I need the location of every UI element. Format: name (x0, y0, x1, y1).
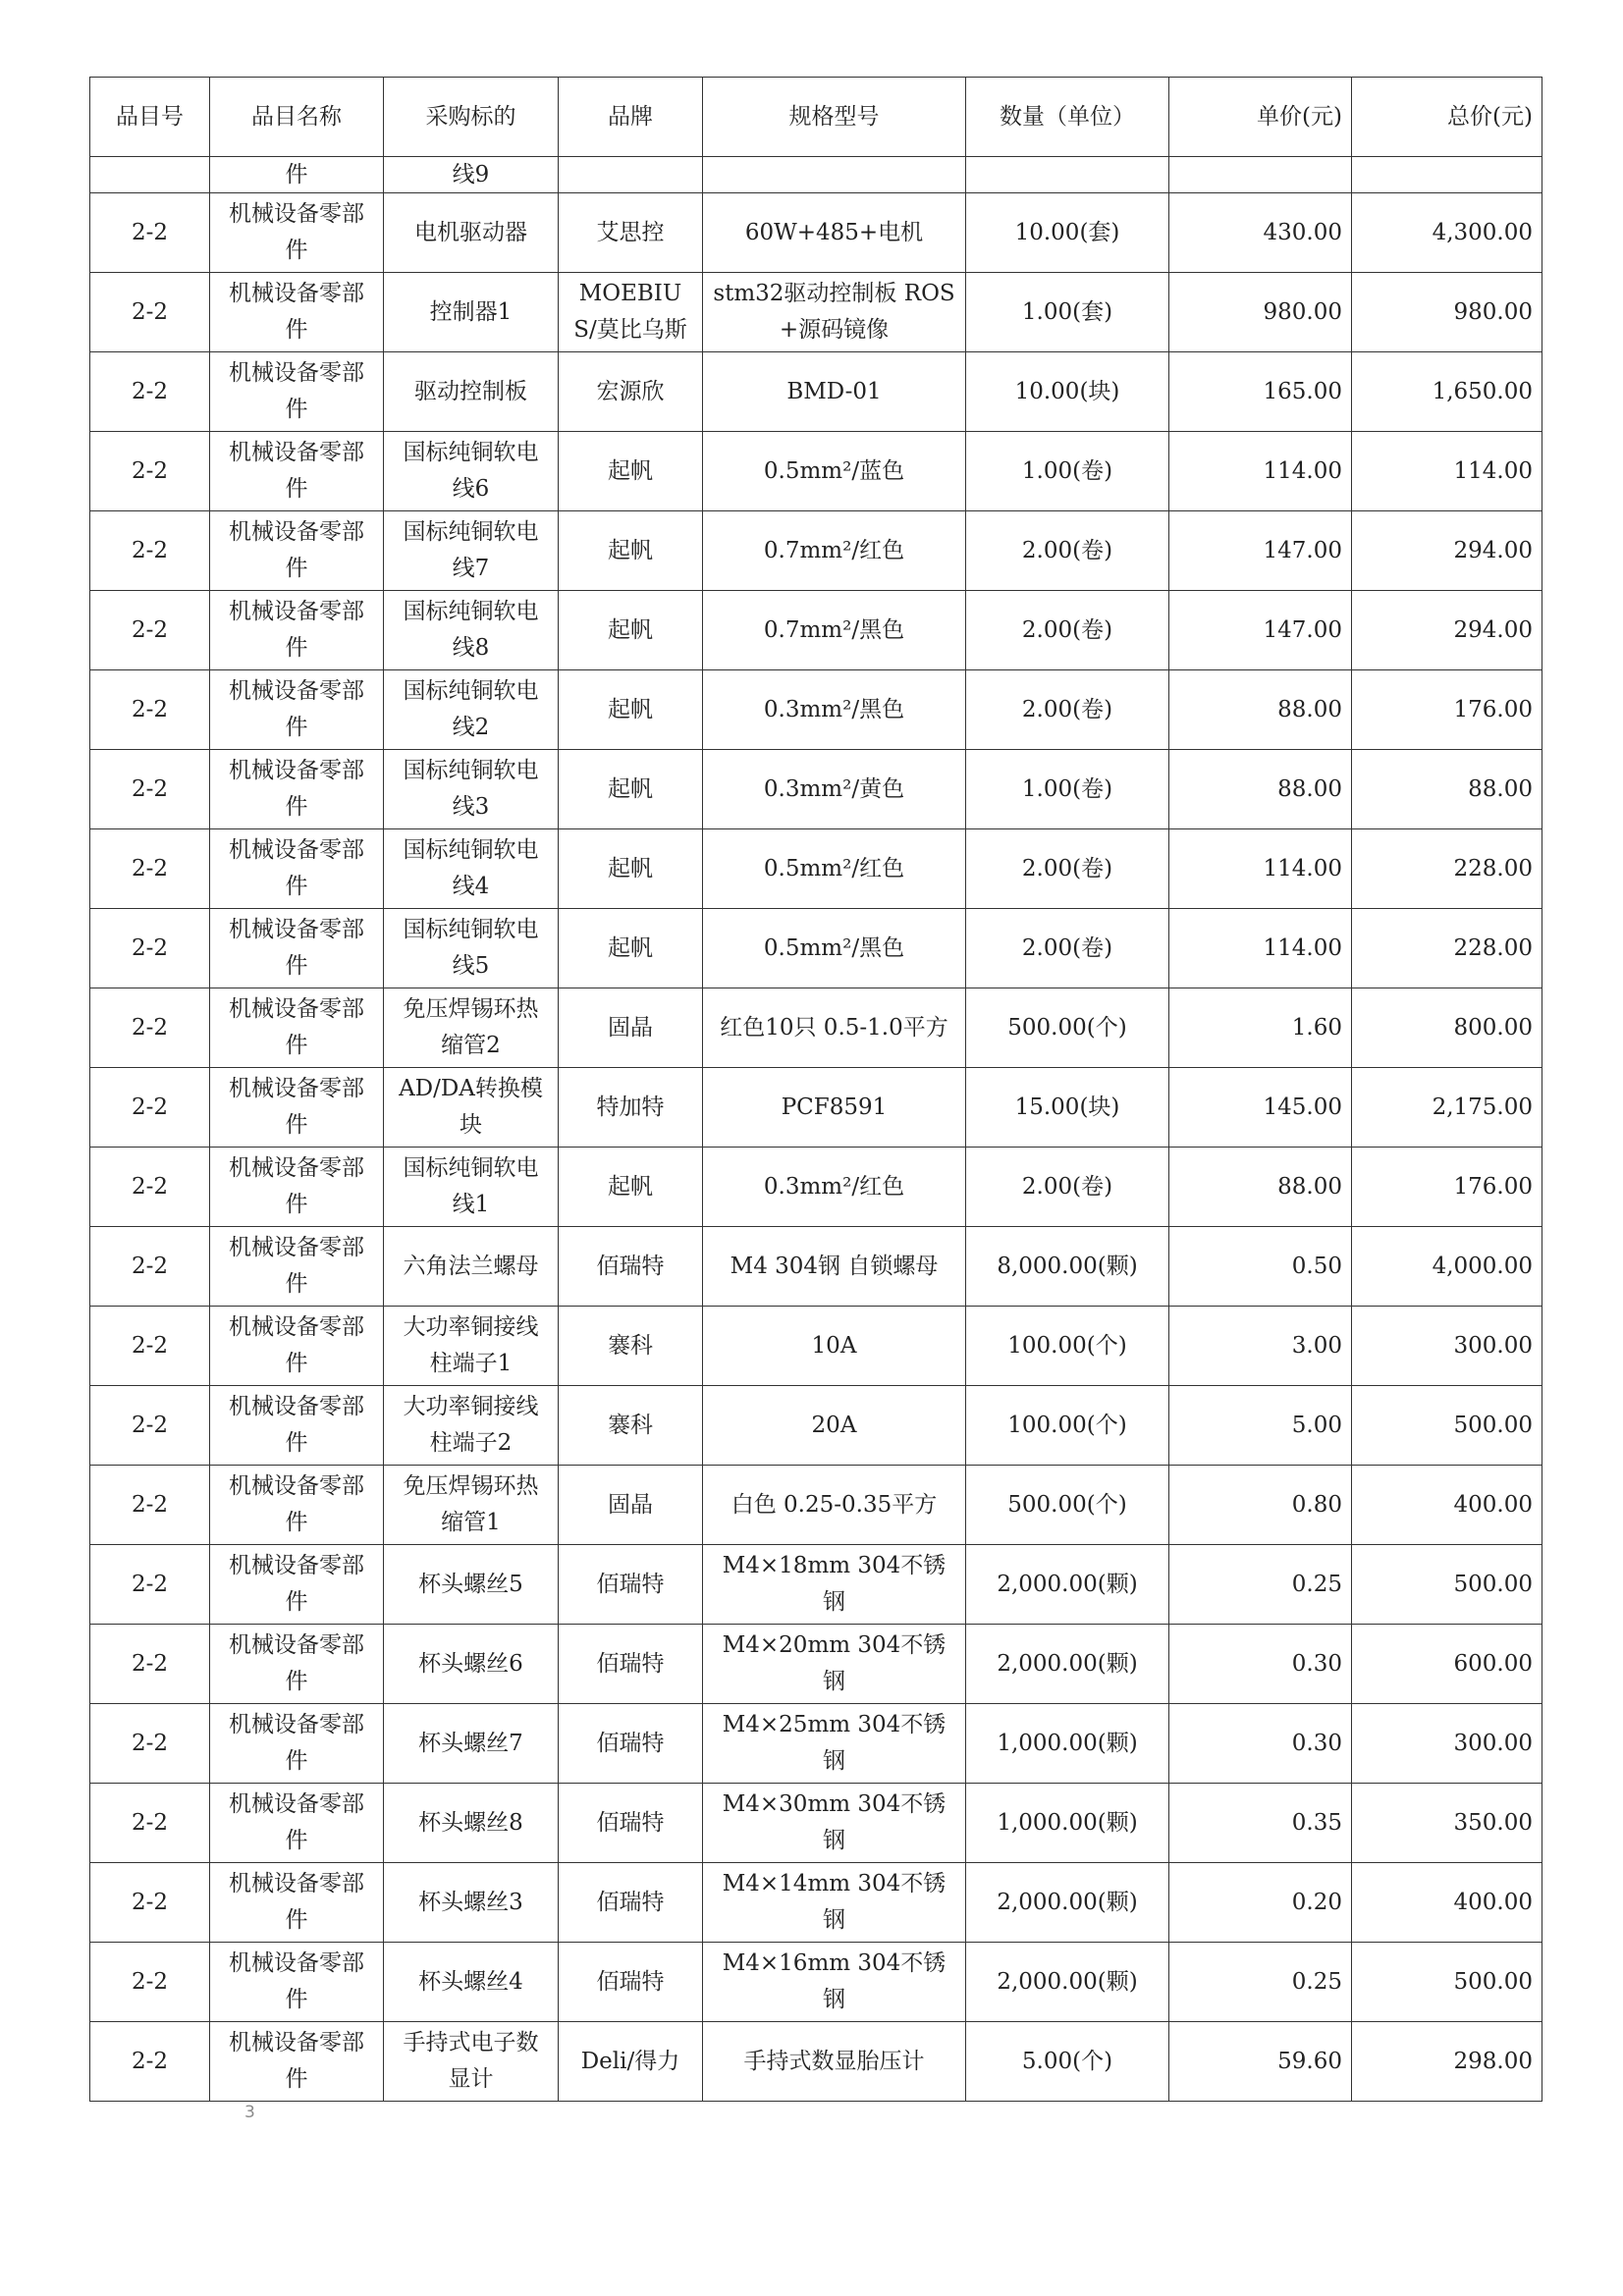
cell-purchase-target: 国标纯铜软电线8 (384, 591, 559, 670)
cell-item-name: 机械设备零部件 (210, 273, 384, 352)
header-item-name: 品目名称 (210, 78, 384, 157)
procurement-table (89, 77, 1542, 2102)
cell-item-name: 机械设备零部件 (210, 988, 384, 1068)
cell-item-code: 2-2 (90, 1386, 210, 1466)
cell-total-price: 980.00 (1352, 273, 1542, 352)
cell-brand: 褰科 (559, 1386, 703, 1466)
cell-spec-model: 0.3mm²/红色 (703, 1148, 966, 1227)
cell-purchase-target: 国标纯铜软电线4 (384, 829, 559, 909)
table-row (90, 1386, 1542, 1466)
cell-spec-model: M4×16mm 304不锈钢 (703, 1943, 966, 2022)
cell-quantity: 2.00(卷) (966, 591, 1169, 670)
cell-quantity: 2.00(卷) (966, 1148, 1169, 1227)
cell-quantity (966, 157, 1169, 193)
cell-purchase-target: 线9 (384, 157, 559, 193)
cell-unit-price: 3.00 (1169, 1307, 1352, 1386)
cell-total-price: 500.00 (1352, 1545, 1542, 1625)
cell-unit-price: 980.00 (1169, 273, 1352, 352)
cell-unit-price: 88.00 (1169, 1148, 1352, 1227)
cell-brand: 艾思控 (559, 193, 703, 273)
table-row (90, 1784, 1542, 1863)
cell-purchase-target: 驱动控制板 (384, 352, 559, 432)
cell-total-price: 294.00 (1352, 511, 1542, 591)
cell-item-code: 2-2 (90, 511, 210, 591)
cell-total-price: 800.00 (1352, 988, 1542, 1068)
cell-total-price: 228.00 (1352, 829, 1542, 909)
cell-brand: 佰瑞特 (559, 1863, 703, 1943)
table-row (90, 988, 1542, 1068)
cell-unit-price: 145.00 (1169, 1068, 1352, 1148)
cell-brand: 起帆 (559, 591, 703, 670)
table-row (90, 750, 1542, 829)
cell-spec-model: M4 304钢 自锁螺母 (703, 1227, 966, 1307)
table-row (90, 352, 1542, 432)
header-quantity: 数量（单位） (966, 78, 1169, 157)
cell-spec-model: 0.7mm²/黑色 (703, 591, 966, 670)
cell-total-price: 4,000.00 (1352, 1227, 1542, 1307)
table-row (90, 1148, 1542, 1227)
cell-item-name: 机械设备零部件 (210, 352, 384, 432)
cell-brand: 佰瑞特 (559, 1943, 703, 2022)
cell-item-code: 2-2 (90, 591, 210, 670)
cell-spec-model: 0.3mm²/黑色 (703, 670, 966, 750)
cell-brand: 固晶 (559, 988, 703, 1068)
cell-quantity: 2.00(卷) (966, 909, 1169, 988)
cell-brand: 佰瑞特 (559, 1625, 703, 1704)
cell-item-code: 2-2 (90, 1863, 210, 1943)
cell-spec-model: 0.3mm²/黄色 (703, 750, 966, 829)
header-brand: 品牌 (559, 78, 703, 157)
cell-unit-price: 88.00 (1169, 670, 1352, 750)
cell-unit-price: 0.25 (1169, 1943, 1352, 2022)
cell-unit-price: 1.60 (1169, 988, 1352, 1068)
cell-item-code: 2-2 (90, 909, 210, 988)
cell-item-name: 机械设备零部件 (210, 1386, 384, 1466)
cell-spec-model: stm32驱动控制板 ROS+源码镜像 (703, 273, 966, 352)
cell-quantity: 10.00(套) (966, 193, 1169, 273)
cell-brand (559, 157, 703, 193)
cell-spec-model: M4×14mm 304不锈钢 (703, 1863, 966, 1943)
header-total-price: 总价(元) (1352, 78, 1542, 157)
procurement-table-sheet (89, 77, 1542, 2102)
cell-item-name: 机械设备零部件 (210, 1466, 384, 1545)
table-row (90, 193, 1542, 273)
cell-spec-model: 0.7mm²/红色 (703, 511, 966, 591)
table-row (90, 1625, 1542, 1704)
cell-total-price: 1,650.00 (1352, 352, 1542, 432)
cell-total-price: 4,300.00 (1352, 193, 1542, 273)
cell-item-name: 机械设备零部件 (210, 670, 384, 750)
cell-item-name: 机械设备零部件 (210, 591, 384, 670)
cell-purchase-target: 大功率铜接线柱端子2 (384, 1386, 559, 1466)
table-row (90, 909, 1542, 988)
table-row (90, 511, 1542, 591)
cell-brand: 佰瑞特 (559, 1227, 703, 1307)
cell-unit-price (1169, 157, 1352, 193)
cell-purchase-target: 电机驱动器 (384, 193, 559, 273)
cell-purchase-target: 国标纯铜软电线3 (384, 750, 559, 829)
cell-total-price: 350.00 (1352, 1784, 1542, 1863)
cell-unit-price: 0.20 (1169, 1863, 1352, 1943)
cell-brand: 佰瑞特 (559, 1784, 703, 1863)
table-row (90, 1227, 1542, 1307)
cell-unit-price: 147.00 (1169, 511, 1352, 591)
cell-unit-price: 0.30 (1169, 1704, 1352, 1784)
cell-total-price: 176.00 (1352, 1148, 1542, 1227)
cell-quantity: 2.00(卷) (966, 670, 1169, 750)
cell-spec-model: M4×30mm 304不锈钢 (703, 1784, 966, 1863)
continuation-row (90, 157, 1542, 193)
cell-item-name: 机械设备零部件 (210, 511, 384, 591)
cell-item-name: 机械设备零部件 (210, 193, 384, 273)
cell-purchase-target: 控制器1 (384, 273, 559, 352)
cell-quantity: 5.00(个) (966, 2022, 1169, 2102)
cell-total-price: 298.00 (1352, 2022, 1542, 2102)
cell-spec-model: M4×20mm 304不锈钢 (703, 1625, 966, 1704)
cell-item-code: 2-2 (90, 1068, 210, 1148)
cell-unit-price: 0.50 (1169, 1227, 1352, 1307)
cell-item-name: 机械设备零部件 (210, 1227, 384, 1307)
table-row (90, 432, 1542, 511)
cell-total-price: 500.00 (1352, 1386, 1542, 1466)
cell-unit-price: 114.00 (1169, 909, 1352, 988)
cell-spec-model: 10A (703, 1307, 966, 1386)
table-body (90, 157, 1542, 2102)
cell-item-name: 件 (210, 157, 384, 193)
header-spec-model: 规格型号 (703, 78, 966, 157)
cell-quantity: 1.00(卷) (966, 432, 1169, 511)
cell-purchase-target: 杯头螺丝3 (384, 1863, 559, 1943)
table-row (90, 829, 1542, 909)
cell-total-price: 2,175.00 (1352, 1068, 1542, 1148)
cell-brand: 起帆 (559, 1148, 703, 1227)
cell-total-price: 228.00 (1352, 909, 1542, 988)
cell-total-price: 400.00 (1352, 1466, 1542, 1545)
cell-unit-price: 147.00 (1169, 591, 1352, 670)
cell-item-code: 2-2 (90, 750, 210, 829)
cell-item-code: 2-2 (90, 432, 210, 511)
cell-item-code: 2-2 (90, 988, 210, 1068)
cell-quantity: 1.00(套) (966, 273, 1169, 352)
cell-total-price: 400.00 (1352, 1863, 1542, 1943)
cell-item-name: 机械设备零部件 (210, 1784, 384, 1863)
cell-total-price (1352, 157, 1542, 193)
cell-item-code: 2-2 (90, 273, 210, 352)
header-unit-price: 单价(元) (1169, 78, 1352, 157)
table-row (90, 1863, 1542, 1943)
cell-item-name: 机械设备零部件 (210, 1704, 384, 1784)
cell-item-code: 2-2 (90, 2022, 210, 2102)
cell-brand: 特加特 (559, 1068, 703, 1148)
cell-purchase-target: AD/DA转换模块 (384, 1068, 559, 1148)
cell-brand: 起帆 (559, 909, 703, 988)
cell-quantity: 2,000.00(颗) (966, 1545, 1169, 1625)
cell-spec-model: 红色10只 0.5-1.0平方 (703, 988, 966, 1068)
cell-unit-price: 0.25 (1169, 1545, 1352, 1625)
cell-brand: 起帆 (559, 670, 703, 750)
cell-unit-price: 0.80 (1169, 1466, 1352, 1545)
table-row (90, 2022, 1542, 2102)
cell-item-name: 机械设备零部件 (210, 909, 384, 988)
cell-purchase-target: 杯头螺丝4 (384, 1943, 559, 2022)
cell-unit-price: 114.00 (1169, 829, 1352, 909)
cell-brand: 褰科 (559, 1307, 703, 1386)
cell-total-price: 88.00 (1352, 750, 1542, 829)
table-header-row (90, 78, 1542, 157)
table-row (90, 1307, 1542, 1386)
cell-quantity: 500.00(个) (966, 988, 1169, 1068)
cell-unit-price: 59.60 (1169, 2022, 1352, 2102)
cell-spec-model: BMD-01 (703, 352, 966, 432)
cell-unit-price: 165.00 (1169, 352, 1352, 432)
cell-item-name: 机械设备零部件 (210, 432, 384, 511)
cell-item-code (90, 157, 210, 193)
cell-quantity: 100.00(个) (966, 1307, 1169, 1386)
cell-brand: 佰瑞特 (559, 1545, 703, 1625)
cell-item-name: 机械设备零部件 (210, 1068, 384, 1148)
cell-brand: 起帆 (559, 829, 703, 909)
cell-spec-model: 0.5mm²/黑色 (703, 909, 966, 988)
cell-spec-model (703, 157, 966, 193)
cell-purchase-target: 国标纯铜软电线5 (384, 909, 559, 988)
cell-item-name: 机械设备零部件 (210, 1863, 384, 1943)
cell-item-code: 2-2 (90, 1307, 210, 1386)
cell-item-name: 机械设备零部件 (210, 1545, 384, 1625)
cell-item-code: 2-2 (90, 1625, 210, 1704)
cell-total-price: 176.00 (1352, 670, 1542, 750)
header-item-code: 品目号 (90, 78, 210, 157)
cell-purchase-target: 国标纯铜软电线2 (384, 670, 559, 750)
cell-spec-model: 20A (703, 1386, 966, 1466)
cell-quantity: 2,000.00(颗) (966, 1863, 1169, 1943)
table-row (90, 1068, 1542, 1148)
cell-item-name: 机械设备零部件 (210, 829, 384, 909)
cell-unit-price: 430.00 (1169, 193, 1352, 273)
table-row (90, 1704, 1542, 1784)
cell-item-code: 2-2 (90, 1466, 210, 1545)
cell-purchase-target: 杯头螺丝5 (384, 1545, 559, 1625)
cell-unit-price: 0.35 (1169, 1784, 1352, 1863)
cell-item-code: 2-2 (90, 1148, 210, 1227)
cell-total-price: 300.00 (1352, 1307, 1542, 1386)
table-row (90, 670, 1542, 750)
cell-spec-model: M4×25mm 304不锈钢 (703, 1704, 966, 1784)
header-purchase-target: 采购标的 (384, 78, 559, 157)
cell-purchase-target: 国标纯铜软电线1 (384, 1148, 559, 1227)
cell-brand: 宏源欣 (559, 352, 703, 432)
cell-spec-model: PCF8591 (703, 1068, 966, 1148)
cell-spec-model: 手持式数显胎压计 (703, 2022, 966, 2102)
cell-total-price: 114.00 (1352, 432, 1542, 511)
cell-spec-model: 60W+485+电机 (703, 193, 966, 273)
table-row (90, 1466, 1542, 1545)
cell-purchase-target: 国标纯铜软电线6 (384, 432, 559, 511)
cell-quantity: 1,000.00(颗) (966, 1784, 1169, 1863)
cell-item-name: 机械设备零部件 (210, 1148, 384, 1227)
cell-brand: 起帆 (559, 511, 703, 591)
cell-unit-price: 114.00 (1169, 432, 1352, 511)
cell-item-code: 2-2 (90, 1545, 210, 1625)
cell-quantity: 100.00(个) (966, 1386, 1169, 1466)
cell-purchase-target: 杯头螺丝8 (384, 1784, 559, 1863)
cell-quantity: 2,000.00(颗) (966, 1943, 1169, 2022)
cell-total-price: 600.00 (1352, 1625, 1542, 1704)
cell-unit-price: 88.00 (1169, 750, 1352, 829)
cell-purchase-target: 杯头螺丝7 (384, 1704, 559, 1784)
cell-quantity: 2.00(卷) (966, 829, 1169, 909)
cell-item-code: 2-2 (90, 1704, 210, 1784)
cell-brand: Deli/得力 (559, 2022, 703, 2102)
cell-purchase-target: 杯头螺丝6 (384, 1625, 559, 1704)
cell-spec-model: 白色 0.25-0.35平方 (703, 1466, 966, 1545)
cell-total-price: 300.00 (1352, 1704, 1542, 1784)
cell-unit-price: 0.30 (1169, 1625, 1352, 1704)
cell-brand: 固晶 (559, 1466, 703, 1545)
cell-quantity: 8,000.00(颗) (966, 1227, 1169, 1307)
cell-spec-model: 0.5mm²/红色 (703, 829, 966, 909)
cell-quantity: 1.00(卷) (966, 750, 1169, 829)
cell-quantity: 10.00(块) (966, 352, 1169, 432)
cell-spec-model: M4×18mm 304不锈钢 (703, 1545, 966, 1625)
cell-purchase-target: 国标纯铜软电线7 (384, 511, 559, 591)
cell-purchase-target: 大功率铜接线柱端子1 (384, 1307, 559, 1386)
cell-quantity: 1,000.00(颗) (966, 1704, 1169, 1784)
cell-brand: MOEBIUS/莫比乌斯 (559, 273, 703, 352)
cell-purchase-target: 免压焊锡环热缩管1 (384, 1466, 559, 1545)
cell-item-name: 机械设备零部件 (210, 1943, 384, 2022)
cell-spec-model: 0.5mm²/蓝色 (703, 432, 966, 511)
page-number: 3 (244, 2103, 255, 2122)
table-row (90, 273, 1542, 352)
table-row (90, 1545, 1542, 1625)
cell-total-price: 294.00 (1352, 591, 1542, 670)
cell-purchase-target: 免压焊锡环热缩管2 (384, 988, 559, 1068)
cell-purchase-target: 六角法兰螺母 (384, 1227, 559, 1307)
cell-item-code: 2-2 (90, 352, 210, 432)
cell-quantity: 500.00(个) (966, 1466, 1169, 1545)
cell-brand: 佰瑞特 (559, 1704, 703, 1784)
table-row (90, 591, 1542, 670)
cell-item-name: 机械设备零部件 (210, 1625, 384, 1704)
cell-item-name: 机械设备零部件 (210, 2022, 384, 2102)
cell-brand: 起帆 (559, 750, 703, 829)
cell-item-code: 2-2 (90, 1784, 210, 1863)
cell-item-name: 机械设备零部件 (210, 750, 384, 829)
cell-item-name: 机械设备零部件 (210, 1307, 384, 1386)
cell-item-code: 2-2 (90, 1227, 210, 1307)
cell-brand: 起帆 (559, 432, 703, 511)
cell-purchase-target: 手持式电子数显计 (384, 2022, 559, 2102)
cell-total-price: 500.00 (1352, 1943, 1542, 2022)
cell-unit-price: 5.00 (1169, 1386, 1352, 1466)
table-row (90, 1943, 1542, 2022)
cell-item-code: 2-2 (90, 829, 210, 909)
cell-quantity: 2,000.00(颗) (966, 1625, 1169, 1704)
cell-quantity: 15.00(块) (966, 1068, 1169, 1148)
cell-item-code: 2-2 (90, 670, 210, 750)
cell-item-code: 2-2 (90, 193, 210, 273)
cell-quantity: 2.00(卷) (966, 511, 1169, 591)
cell-item-code: 2-2 (90, 1943, 210, 2022)
